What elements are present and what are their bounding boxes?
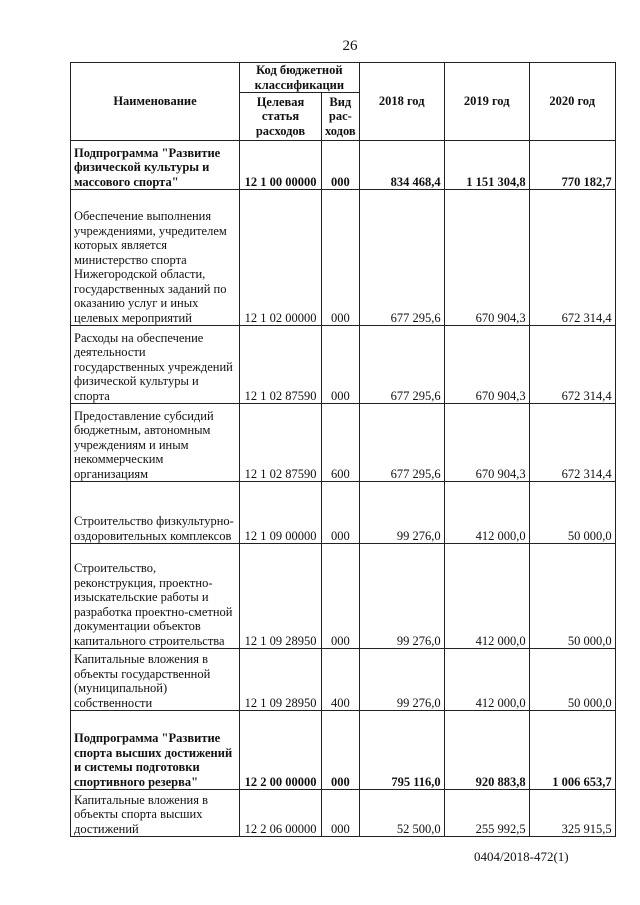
- row-expense-type: 000: [322, 711, 360, 790]
- row-target-code: 12 1 09 00000: [240, 482, 322, 544]
- row-2020: 50 000,0: [529, 649, 615, 711]
- row-expense-type: 600: [322, 404, 360, 482]
- header-name: Наименование: [71, 63, 240, 141]
- row-target-code: 12 1 09 28950: [240, 649, 322, 711]
- row-target-code: 12 2 00 00000: [240, 711, 322, 790]
- table-row: [71, 190, 616, 326]
- header-2018: 2018 год: [359, 63, 444, 141]
- row-2019: 412 000,0: [444, 544, 529, 649]
- table-row: [71, 649, 616, 711]
- row-expense-type: 000: [322, 190, 360, 326]
- row-target-code: 12 1 00 00000: [240, 141, 322, 190]
- row-2019: 670 904,3: [444, 326, 529, 404]
- row-2020: 672 314,4: [529, 404, 615, 482]
- header-expense-type: Вид рас-ходов: [322, 93, 360, 141]
- row-name: Подпрограмма "Развитие спорта высших достижений и системы подготовки спортивного резерва": [71, 711, 240, 790]
- table-row: [71, 482, 616, 544]
- row-2020: 672 314,4: [529, 190, 615, 326]
- row-2019: 670 904,3: [444, 190, 529, 326]
- row-2018: 99 276,0: [359, 544, 444, 649]
- row-2020: 50 000,0: [529, 544, 615, 649]
- row-expense-type: 000: [322, 482, 360, 544]
- header-2020: 2020 год: [529, 63, 615, 141]
- row-name: Капитальные вложения в объекты спорта высших достижений: [71, 790, 240, 837]
- row-2018: 52 500,0: [359, 790, 444, 837]
- row-expense-type: 000: [322, 544, 360, 649]
- row-name: Расходы на обеспечение деятельности государственных учреждений физической культуры и спорта: [71, 326, 240, 404]
- row-2020: 50 000,0: [529, 482, 615, 544]
- row-name: Капитальные вложения в объекты государственной (муниципальной) собственности: [71, 649, 240, 711]
- table-row: [71, 790, 616, 837]
- row-target-code: 12 1 02 87590: [240, 404, 322, 482]
- row-2018: 99 276,0: [359, 482, 444, 544]
- row-2020: 1 006 653,7: [529, 711, 615, 790]
- row-target-code: 12 1 02 87590: [240, 326, 322, 404]
- row-2020: 672 314,4: [529, 326, 615, 404]
- row-2019: 412 000,0: [444, 649, 529, 711]
- row-2018: 99 276,0: [359, 649, 444, 711]
- row-2018: 677 295,6: [359, 190, 444, 326]
- row-expense-type: 000: [322, 141, 360, 190]
- table-row: [71, 141, 616, 190]
- row-name: Предоставление субсидий бюджетным, автономным учреждениям и иным некоммерческим организациям: [71, 404, 240, 482]
- header-2019: 2019 год: [444, 63, 529, 141]
- row-2019: 670 904,3: [444, 404, 529, 482]
- row-2020: 325 915,5: [529, 790, 615, 837]
- row-2019: 1 151 304,8: [444, 141, 529, 190]
- table-header-row: [71, 63, 616, 93]
- row-2018: 677 295,6: [359, 326, 444, 404]
- row-target-code: 12 1 09 28950: [240, 544, 322, 649]
- table-row: [71, 326, 616, 404]
- row-target-code: 12 2 06 00000: [240, 790, 322, 837]
- document-code: 0404/2018-472(1): [474, 849, 569, 864]
- page-number: 26: [342, 38, 358, 54]
- row-2019: 255 992,5: [444, 790, 529, 837]
- row-name: Строительство физкультурно-оздоровительных комплексов: [71, 482, 240, 544]
- table-row: [71, 404, 616, 482]
- row-expense-type: 000: [322, 790, 360, 837]
- header-target-item: Целевая статья расходов: [240, 93, 322, 141]
- row-name: Обеспечение выполнения учреждениями, учредителем которых является министерство спорта Нижегородской области, государственных заданий по оказанию услуг и иных целевых мероприятий: [71, 190, 240, 326]
- table-row: [71, 544, 616, 649]
- table-row: [71, 711, 616, 790]
- row-expense-type: 000: [322, 326, 360, 404]
- row-2018: 834 468,4: [359, 141, 444, 190]
- row-2018: 795 116,0: [359, 711, 444, 790]
- row-name: Строительство, реконструкция, проектно-изыскательские работы и разработка проектно-сметной документации объектов капитального строительства: [71, 544, 240, 649]
- row-2018: 677 295,6: [359, 404, 444, 482]
- row-target-code: 12 1 02 00000: [240, 190, 322, 326]
- row-2019: 412 000,0: [444, 482, 529, 544]
- row-expense-type: 400: [322, 649, 360, 711]
- row-name: Подпрограмма "Развитие физической культуры и массового спорта": [71, 141, 240, 190]
- row-2020: 770 182,7: [529, 141, 615, 190]
- header-budget-code: Код бюджетной классификации: [240, 63, 360, 93]
- row-2019: 920 883,8: [444, 711, 529, 790]
- budget-table: [70, 62, 616, 837]
